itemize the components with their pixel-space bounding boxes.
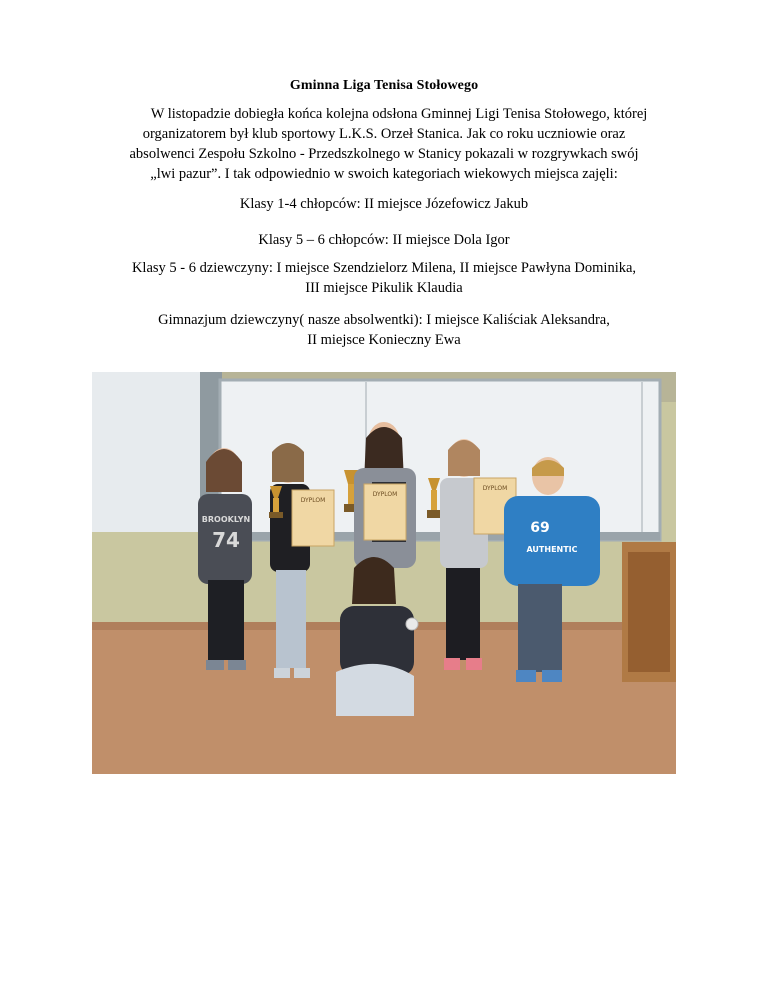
wall-cabinet xyxy=(92,372,212,532)
category-line: III miejsce Pikulik Klaudia xyxy=(305,280,463,296)
group-photo xyxy=(92,372,676,774)
category-line: Gimnazjum dziewczyny( nasze absolwentki): I miejsce Kaliściak Aleksandra, xyxy=(158,312,610,328)
student-girl-2 xyxy=(270,443,310,678)
category-boys-1-4 xyxy=(0,194,768,214)
shirt-text: 74 xyxy=(212,528,240,552)
intro-line: absolwenci Zespołu Szkolno - Przedszkolnego w Stanicy pokazali w rozgrywkach swój xyxy=(129,146,639,162)
shirt-text: BROOKLYN xyxy=(201,515,251,524)
document-title: Gminna Liga Tenisa Stołowego xyxy=(289,78,479,93)
intro-line: „lwi pazur”. I tak odpowiednio w swoich kategoriach wiekowych miejsca zajęli: xyxy=(150,166,618,182)
category-girls-5-6 xyxy=(0,258,768,298)
intro-line: organizatorem był klub sportowy L.K.S. Orzeł Stanica. Jak co roku uczniowie oraz xyxy=(142,126,626,142)
category-line: Klasy 5 – 6 chłopców: II miejsce Dola Igor xyxy=(258,232,510,248)
diploma-label: DYPLOM xyxy=(300,497,326,504)
category-line: Klasy 5 - 6 dziewczyny: I miejsce Szendzielorz Milena, II miejsce Pawłyna Dominika, xyxy=(131,260,637,276)
category-line: II miejsce Konieczny Ewa xyxy=(307,332,461,348)
shirt-text: AUTHENTIC xyxy=(526,545,578,554)
shirt-text: 69 xyxy=(530,520,550,536)
category-boys-5-6 xyxy=(0,230,768,250)
diploma-label: DYPLOM xyxy=(372,491,398,498)
group-photo-illustration xyxy=(92,372,676,774)
diploma-label: DYPLOM xyxy=(482,485,508,492)
category-line: Klasy 1-4 chłopców: II miejsce Józefowicz Jakub xyxy=(239,196,529,212)
medal xyxy=(406,618,418,630)
intro-line: W listopadzie dobiegła końca kolejna odsłona Gminnej Ligi Tenisa Stołowego, której xyxy=(150,106,648,122)
category-gymnasium-girls xyxy=(0,310,768,350)
intro-paragraph xyxy=(40,104,728,184)
